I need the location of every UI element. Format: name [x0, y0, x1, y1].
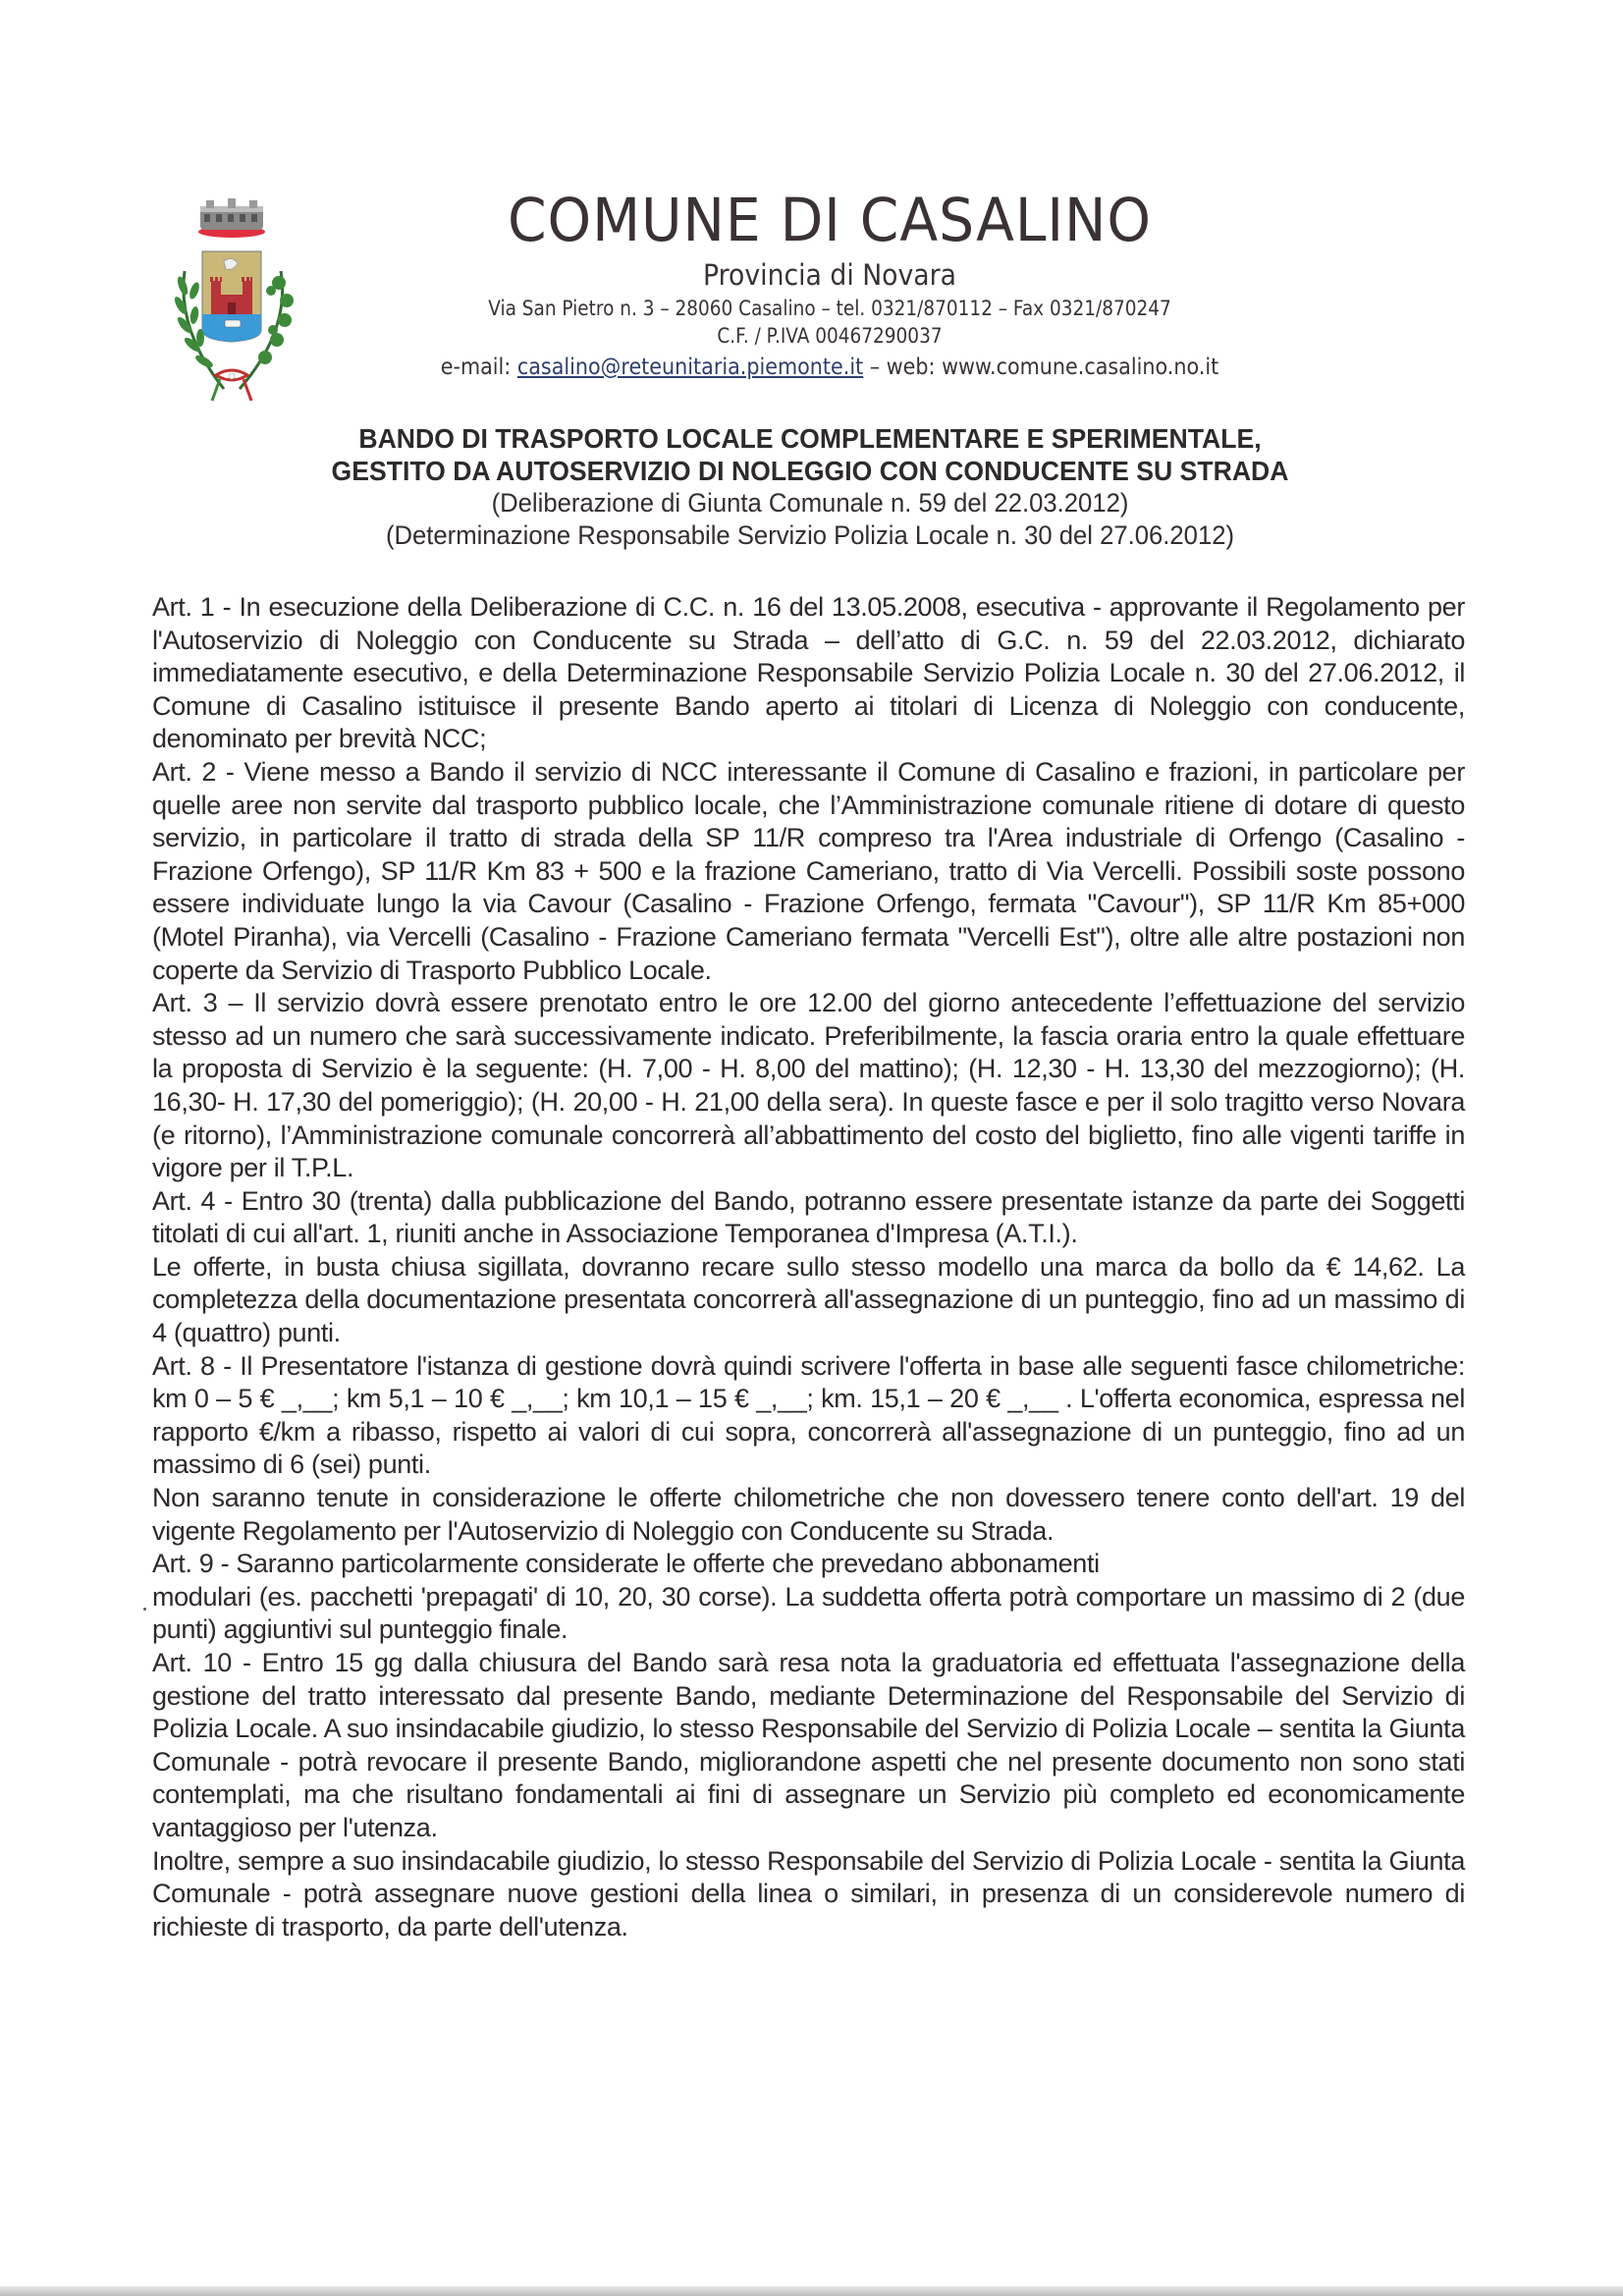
contacts-line	[349, 353, 1312, 382]
coat-of-arms-icon	[155, 192, 332, 409]
email-link[interactable]: casalino@reteunitaria.piemonte.it	[516, 355, 864, 380]
shield-icon	[202, 251, 261, 342]
scan-page-edge	[0, 2286, 1623, 2296]
article-3: Art. 3 – Il servizio dovrà essere prenotato entro le ore 12.00 del giorno antecedente l’effettuazione del servizio stesso ad un numero che sarà successivamente indicato. Preferibilmente, la fascia oraria entro la quale effettuare la proposta di Servizio è la seguente: (H. 7,00 - H. 8,00 del mattino); (H. 12,30 - H. 13,30 del mezzogiorno); (H. 16,30- H. 17,30 del pomeriggio); (H. 20,00 - H. 21,00 della sera). In queste fasce e per il solo tragitto verso Novara (e ritorno), l’Amministrazione comunale concorrerà all’abbattimento del costo del biglietto, fino alle vigenti tariffe in vigore per il T.P.L.	[152, 988, 1465, 1183]
article-4: Art. 4 - Entro 30 (trenta) dalla pubblicazione del Bando, potranno essere presentate istanze da parte dei Soggetti titolati di cui all'art. 1, riuniti anche in Associazione Temporanea d'Impresa (A.T.I.).	[152, 1185, 1465, 1249]
tricolor-ribbon-icon	[212, 370, 251, 401]
article-10: Art. 10 - Entro 15 gg dalla chiusura del Bando sarà resa nota la graduatoria ed effettuata l'assegnazione della gestione del tratto interessato dal presente Bando, mediante Determinazione del Responsabile del Servizio di Polizia Locale. A suo insindacabile giudizio, lo stesso Responsabile del Servizio di Polizia Locale – sentita la Giunta Comunale - potrà revocare il presente Bando, migliorandone aspetti che nel presente documento non sono stati contemplati, ma che risultano fondamentali ai fini di assegnare un Servizio più completo ed economicamente vantaggioso per l'utenza.	[152, 1648, 1465, 1842]
municipality-name: COMUNE DI CASALINO	[508, 186, 1152, 255]
exclusion-paragraph: Non saranno tenute in considerazione le offerte chilometriche che non dovessero tenere conto dell'art. 19 del vigente Regolamento per l'Autoservizio di Noleggio con Conducente su Strada.	[152, 1483, 1465, 1546]
municipality-address: Via San Pietro n. 3 – 28060 Casalino – tel. 0321/870112 – Fax 0321/870247	[488, 297, 1171, 320]
article-8: Art. 8 - Il Presentatore l'istanza di gestione dovrà quindi scrivere l'offerta in base alle seguenti fasce chilometriche: km 0 – 5 € _,__; km 5,1 – 10 € _,__; km 10,1 – 15 € _,__; km. 15,1 – 20 € _,__ . L'offerta economica, espressa nel rapporto €/km a ribasso, rispetto ai valori di cui sopra, concorrerà all'assegnazione di un punteggio, fino ad un massimo di 6 (sei) punti.	[152, 1350, 1465, 1480]
scan-speck	[143, 1608, 146, 1611]
notice-title-block	[147, 422, 1473, 552]
web-separator: – web:	[863, 355, 943, 380]
article-9-continuation: modulari (es. pacchetti 'prepagati' di 10, 20, 30 corse). La suddetta offerta potrà comportare un massimo di 2 (due punti) aggiuntivi sul punteggio finale.	[152, 1581, 1465, 1645]
notice-title-line-1: BANDO DI TRASPORTO LOCALE COMPLEMENTARE E SPERIMENTALE,	[358, 423, 1262, 454]
email-label: e-mail:	[440, 355, 517, 380]
determination-reference: (Determinazione Responsabile Servizio Polizia Locale n. 30 del 27.06.2012)	[385, 520, 1235, 550]
additional-assignment-paragraph: Inoltre, sempre a suo insindacabile giudizio, lo stesso Responsabile del Servizio di Polizia Locale - sentita la Giunta Comunale - potrà assegnare nuove gestioni della linea o similari, in presenza di un considerevole numero di richieste di trasporto, da parte dell'utenza.	[152, 1845, 1465, 1941]
offers-paragraph: Le offerte, in busta chiusa sigillata, dovranno recare sullo stesso modello una marca da bollo da € 14,62. La completezza della documentazione presentata concorrerà all'assegnazione di un punteggio, fino ad un massimo di 4 (quattro) punti.	[152, 1251, 1465, 1348]
mural-crown-icon	[198, 198, 265, 238]
deliberation-reference: (Deliberazione di Giunta Comunale n. 59 del 22.03.2012)	[491, 488, 1129, 518]
article-2: Art. 2 - Viene messo a Bando il servizio di NCC interessante il Comune di Casalino e frazioni, in particolare per quelle aree non servite dal trasporto pubblico locale, che l’Amministrazione comunale ritiene di dotare di questo servizio, in particolare il tratto di strada della SP 11/R compreso tra l'Area industriale di Orfengo (Casalino - Frazione Orfengo), SP 11/R Km 83 + 500 e la frazione Cameriano, tratto di Via Vercelli. Possibili soste possono essere individuate lungo la via Cavour (Casalino - Frazione Orfengo, fermata "Cavour"), SP 11/R Km 85+000 (Motel Piranha), via Vercelli (Casalino - Frazione Cameriano fermata "Vercelli Est"), oltre alle altre postazioni non coperte da Servizio di Trasporto Pubblico Locale.	[152, 756, 1465, 985]
province-name: Provincia di Novara	[703, 258, 956, 292]
article-1: Art. 1 - In esecuzione della Deliberazione di C.C. n. 16 del 13.05.2008, esecutiva - approvante il Regolamento per l'Autoservizio di Noleggio con Conducente su Strada – dell’atto di G.C. n. 59 del 22.03.2012, dichiarato immediatamente esecutivo, e della Determinazione Responsabile Servizio Polizia Locale n. 30 del 27.06.2012, il Comune di Casalino istituisce il presente Bando aperto ai titolari di Licenza di Noleggio con conducente, denominato per brevità NCC;	[152, 592, 1465, 754]
tax-id: C.F. / P.IVA 00467290037	[717, 324, 943, 348]
website-text: www.comune.casalino.no.it	[942, 355, 1219, 380]
notice-title-line-2: GESTITO DA AUTOSERVIZIO DI NOLEGGIO CON CONDUCENTE SU STRADA	[331, 456, 1289, 486]
notice-body	[152, 591, 1465, 1943]
article-9-heading-line: Art. 9 - Saranno particolarmente considerate le offerte che prevedano abbonamenti	[152, 1549, 1100, 1579]
